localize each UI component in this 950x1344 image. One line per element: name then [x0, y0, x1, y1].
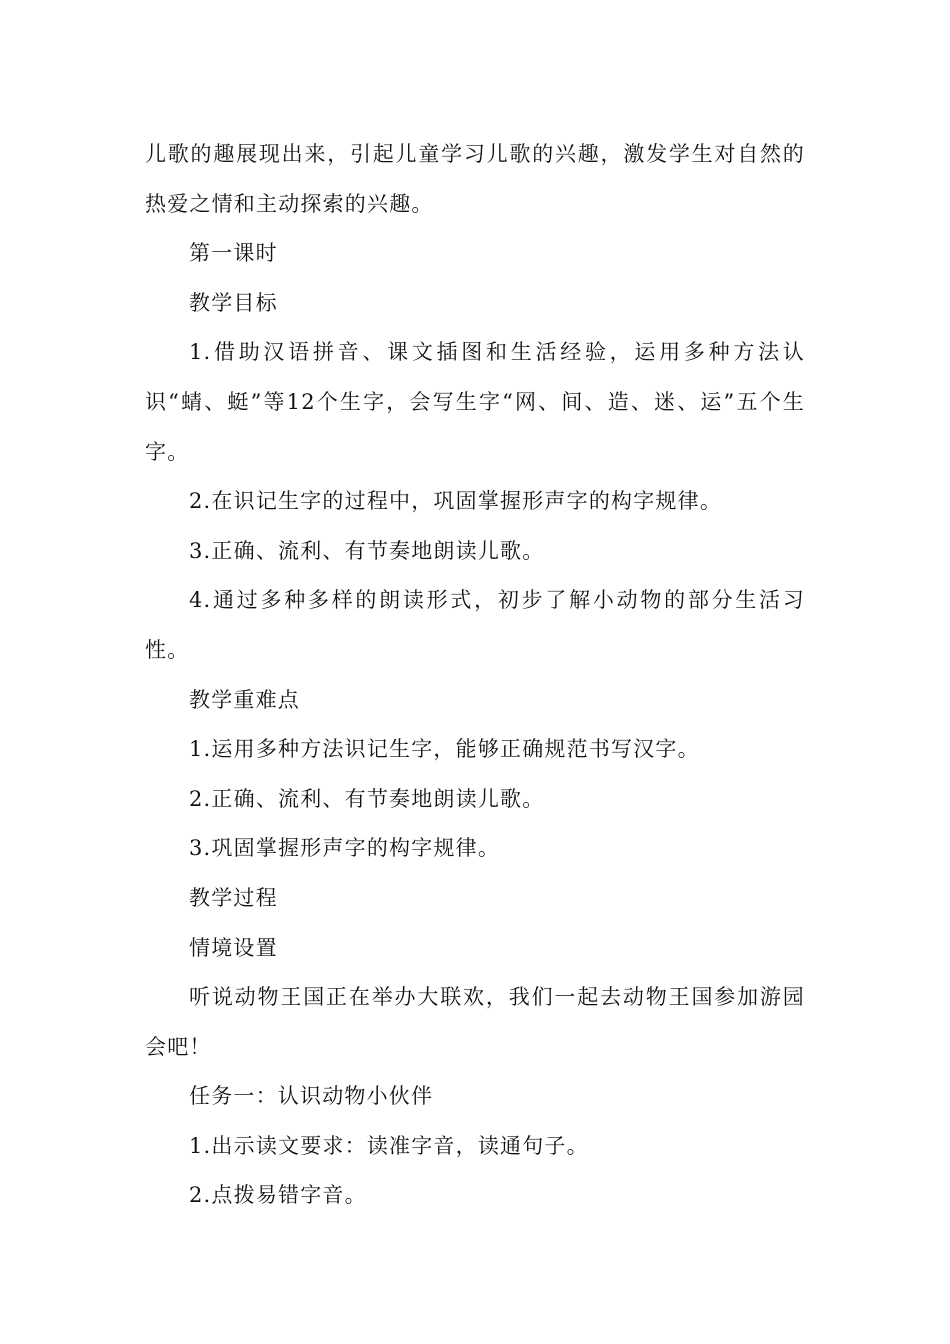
scenario-paragraph: 听说动物王国正在举办大联欢，我们一起去动物王国参加游园会吧！	[145, 985, 805, 1059]
heading-task-one: 任务一：认识动物小伙伴	[189, 1084, 434, 1109]
task-item-2: 2.点拨易错字音。	[189, 1183, 367, 1208]
document-body	[145, 130, 805, 1221]
heading-scenario-setting: 情境设置	[189, 935, 278, 960]
goal-item-1: 1.借助汉语拼音、课文插图和生活经验，运用多种方法认识“蜻、蜓”等12个生字，会写生字“网、间、造、迷、运”五个生字。	[145, 340, 805, 464]
goal-item-4: 4.通过多种多样的朗读形式，初步了解小动物的部分生活习性。	[145, 588, 805, 662]
task-item-1: 1.出示读文要求：读准字音，读通句子。	[189, 1133, 589, 1158]
heading-teaching-process: 教学过程	[189, 885, 278, 910]
heading-teaching-goals: 教学目标	[189, 290, 278, 315]
difficulty-item-2: 2.正确、流利、有节奏地朗读儿歌。	[189, 786, 545, 811]
goal-item-3: 3.正确、流利、有节奏地朗读儿歌。	[189, 538, 545, 563]
difficulty-item-1: 1.运用多种方法识记生字，能够正确规范书写汉字。	[189, 737, 700, 762]
goal-item-2: 2.在识记生字的过程中，巩固掌握形声字的构字规律。	[189, 489, 723, 514]
heading-key-difficulties: 教学重难点	[189, 687, 300, 712]
difficulty-item-3: 3.巩固掌握形声字的构字规律。	[189, 836, 501, 861]
paragraph-continuation: 儿歌的趣展现出来，引起儿童学习儿歌的兴趣，激发学生对自然的热爱之情和主动探索的兴趣。	[145, 142, 805, 216]
heading-first-lesson: 第一课时	[189, 241, 278, 266]
